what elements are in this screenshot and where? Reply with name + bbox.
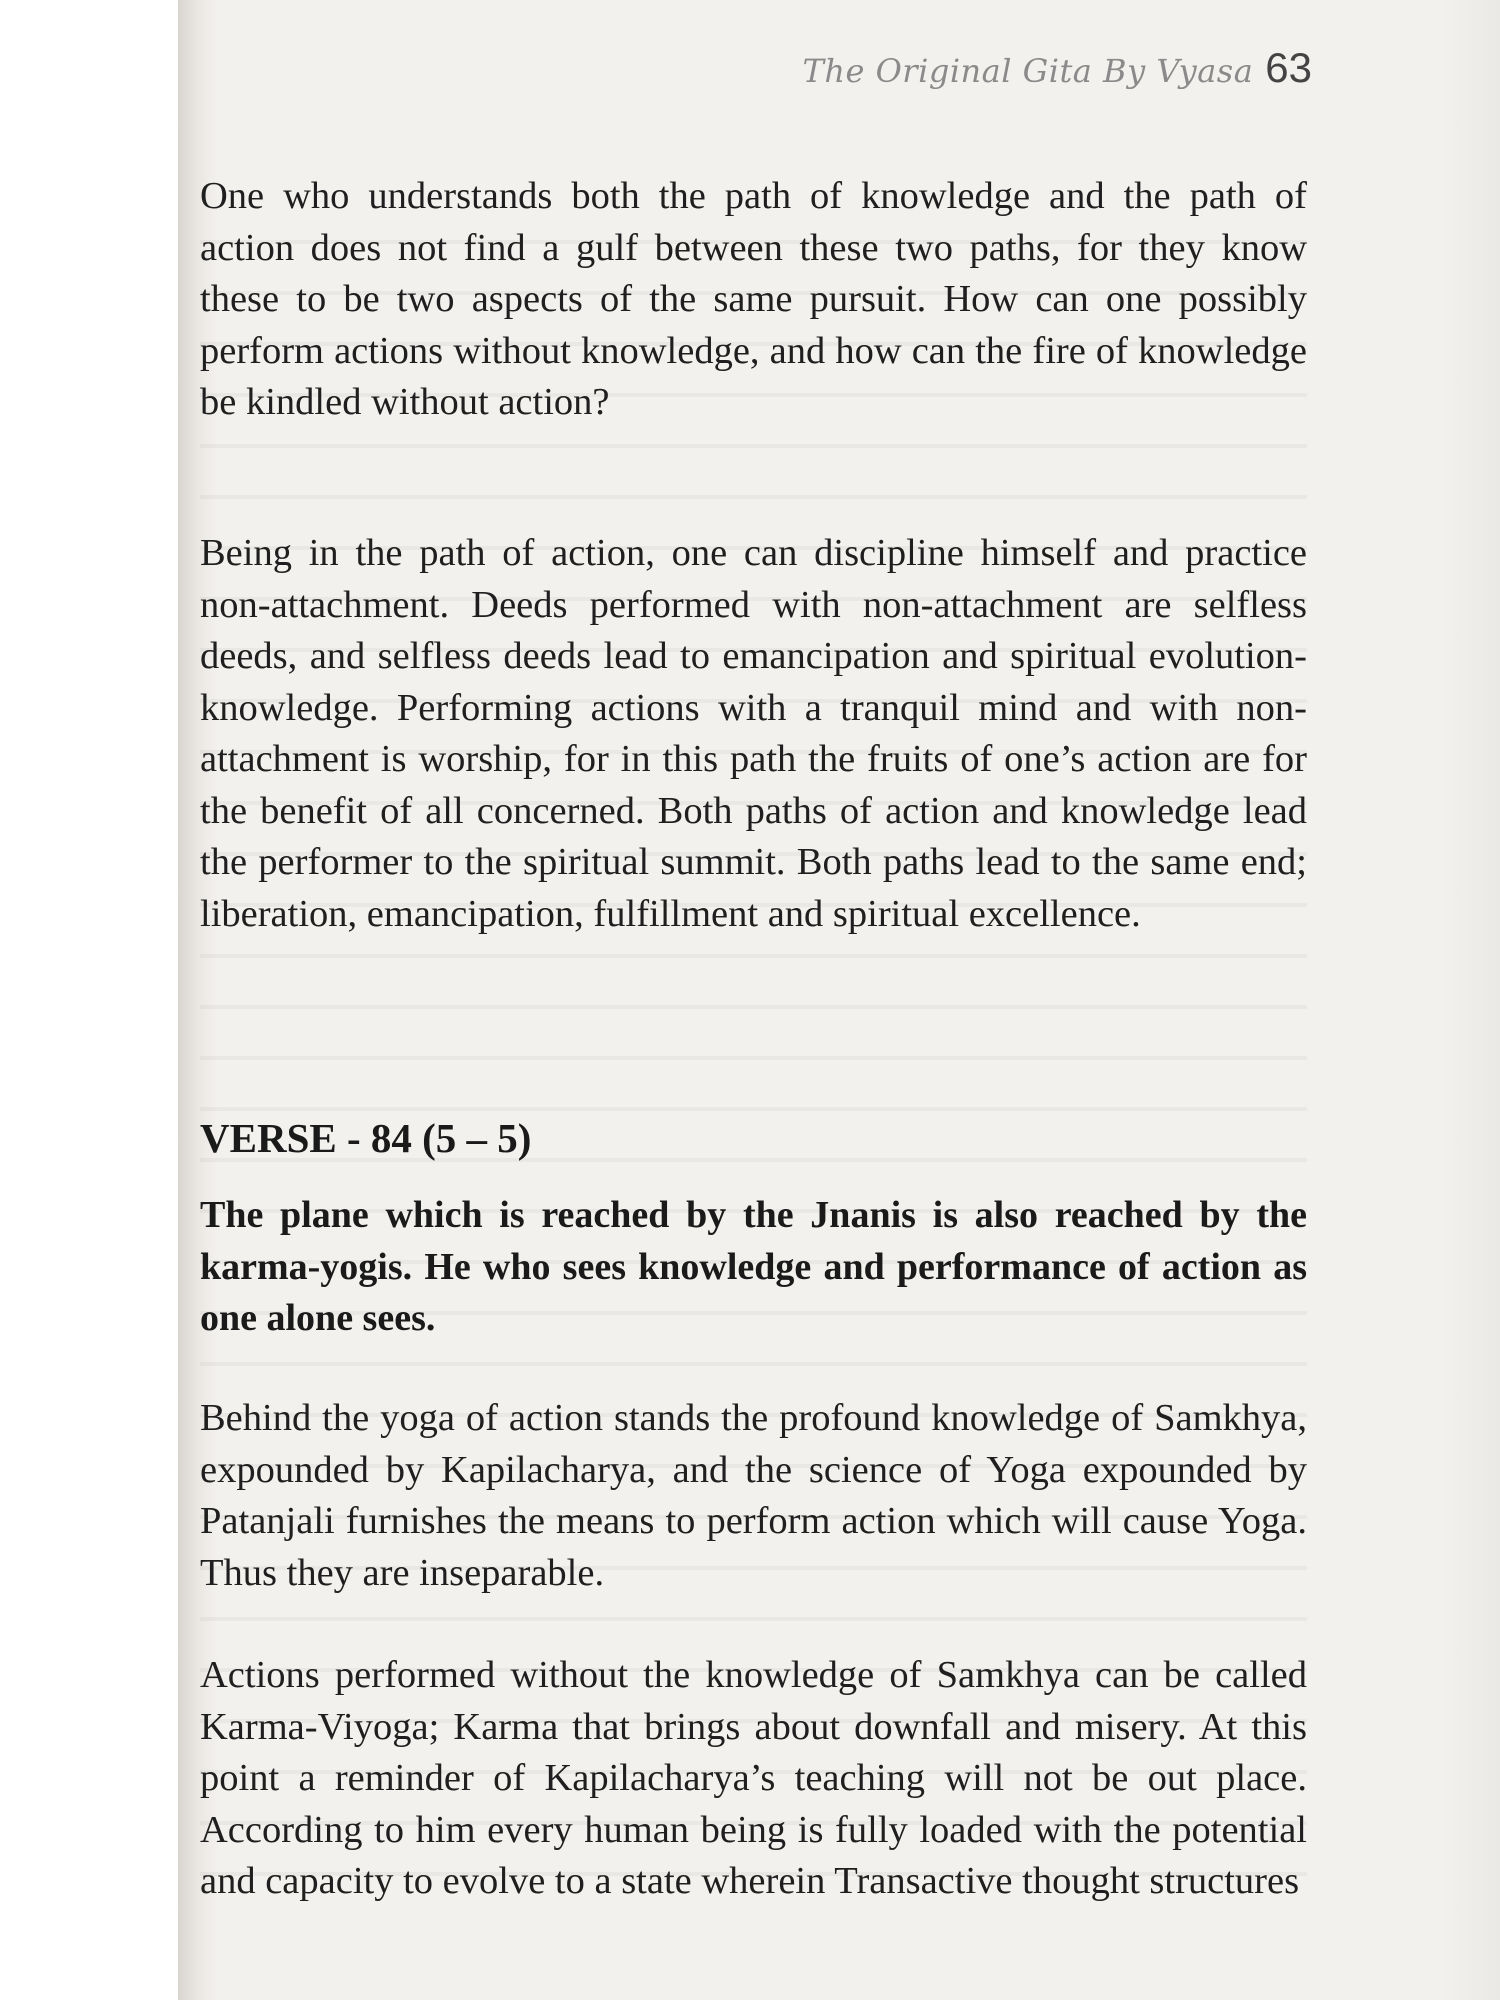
paragraph-samkhya-yoga: Behind the yoga of action stands the profound knowledge of Samkhya, expounded by Kapilacharya, and the science of Yoga expounded by Patanjali furnishes the means to perform action which will cause Yoga. Thus they are inseparable. [200, 1397, 1307, 1594]
paragraph-knowledge-and-action: One who understands both the path of knowledge and the path of action does not find a gulf between these two paths, for they know these to be two aspects of the same pursuit. How can one possibly perform actions without knowledge, and how can the fire of knowledge be kindled without action? [200, 175, 1307, 423]
verse-text: The plane which is reached by the Jnanis is also reached by the karma-yogis. He who sees knowledge and performance of action as one alone sees. [200, 1194, 1307, 1339]
paragraph-karma-viyoga: Actions performed without the knowledge of Samkhya can be called Karma-Viyoga; Karma that brings about downfall and misery. At this point a reminder of Kapilacharya’s teaching will not be out place. According to him every human being is fully loaded with the potential and capacity to evolve to a state wherein Transactive thought structures [200, 1654, 1307, 1902]
page-edge-shadow [1440, 0, 1500, 2000]
running-header [200, 44, 1312, 104]
paragraph-path-of-action: Being in the path of action, one can discipline himself and practice non-attachment. Deeds performed with non-attachment are selfless deeds, and selfless deeds lead to emancipation and spiritual evolution- knowledge. Performing actions with a tranquil mind and with non-attachment is worship, for in this path the fruits of one’s action are for the benefit of all concerned. Both paths of action and knowledge lead the performer to the spiritual summit. Both paths lead to the same end; liberation, emancipation, fulfillment and spiritual excellence. [200, 532, 1307, 935]
verse-heading: VERSE - 84 (5 – 5) [200, 1115, 532, 1161]
page-number: 63 [1265, 44, 1312, 91]
running-title: The Original Gita By Vyasa [802, 52, 1254, 90]
